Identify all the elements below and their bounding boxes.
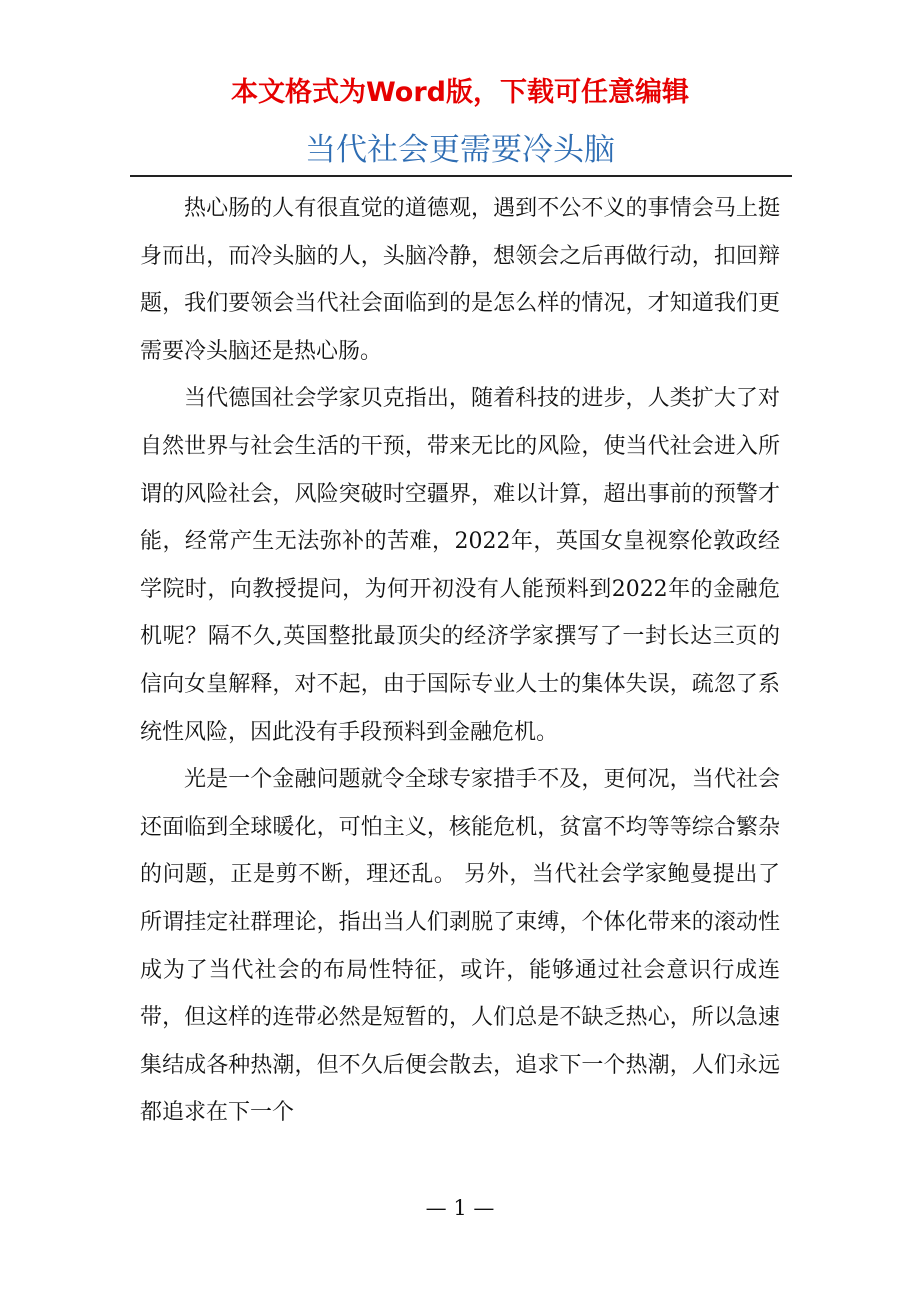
title-divider — [130, 175, 792, 177]
paragraph-1: 热心肠的人有很直觉的道德观，遇到不公不义的事情会马上挺身而出，而冷头脑的人，头脑冷静，想领会之后再做行动，扣回辩题，我们要领会当代社会面临到的是怎么样的情况，才知道我们更需要冷头脑还是热心肠。 — [140, 196, 780, 364]
paragraph-3: 光是一个金融问题就令全球专家措手不及，更何况，当代社会还面临到全球暖化，可怕主义，核能危机，贫富不均等等综合繁杂的问题，正是剪不断，理还乱。 另外，当代社会学家鲍曼提出了所谓挂定社群理论，指出当人们剥脱了束缚，个体化带来的滚动性成为了当代社会的布局性特征，或许，能够通过社会意识行成连带，但这样的连带必然是短暂的，人们总是不缺乏热心，所以急速集结成各种热潮，但不久后便会散去，追求下一个热潮，人们永远都追求在下一个 — [140, 767, 780, 1126]
document-body — [140, 185, 780, 1137]
format-notice-banner: 本文格式为Word版，下载可任意编辑 — [230, 77, 689, 108]
paragraph-2: 当代德国社会学家贝克指出，随着科技的进步，人类扩大了对自然世界与社会生活的干预，带来无比的风险，使当代社会进入所谓的风险社会，风险突破时空疆界，难以计算，超出事前的预警才能，经常产生无法弥补的苦难，2022年，英国女皇视察伦敦政经学院时，向教授提问，为何开初没有人能预料到2022年的金融危机呢？隔不久,英国整批最顶尖的经济学家撰写了一封长达三页的信向女皇解释，对不起，由于国际专业人士的集体失误，疏忽了系统性风险，因此没有手段预料到金融危机。 — [140, 386, 780, 745]
page-number: — 1 — — [425, 1196, 495, 1220]
document-title: 当代社会更需要冷头脑 — [305, 132, 615, 168]
